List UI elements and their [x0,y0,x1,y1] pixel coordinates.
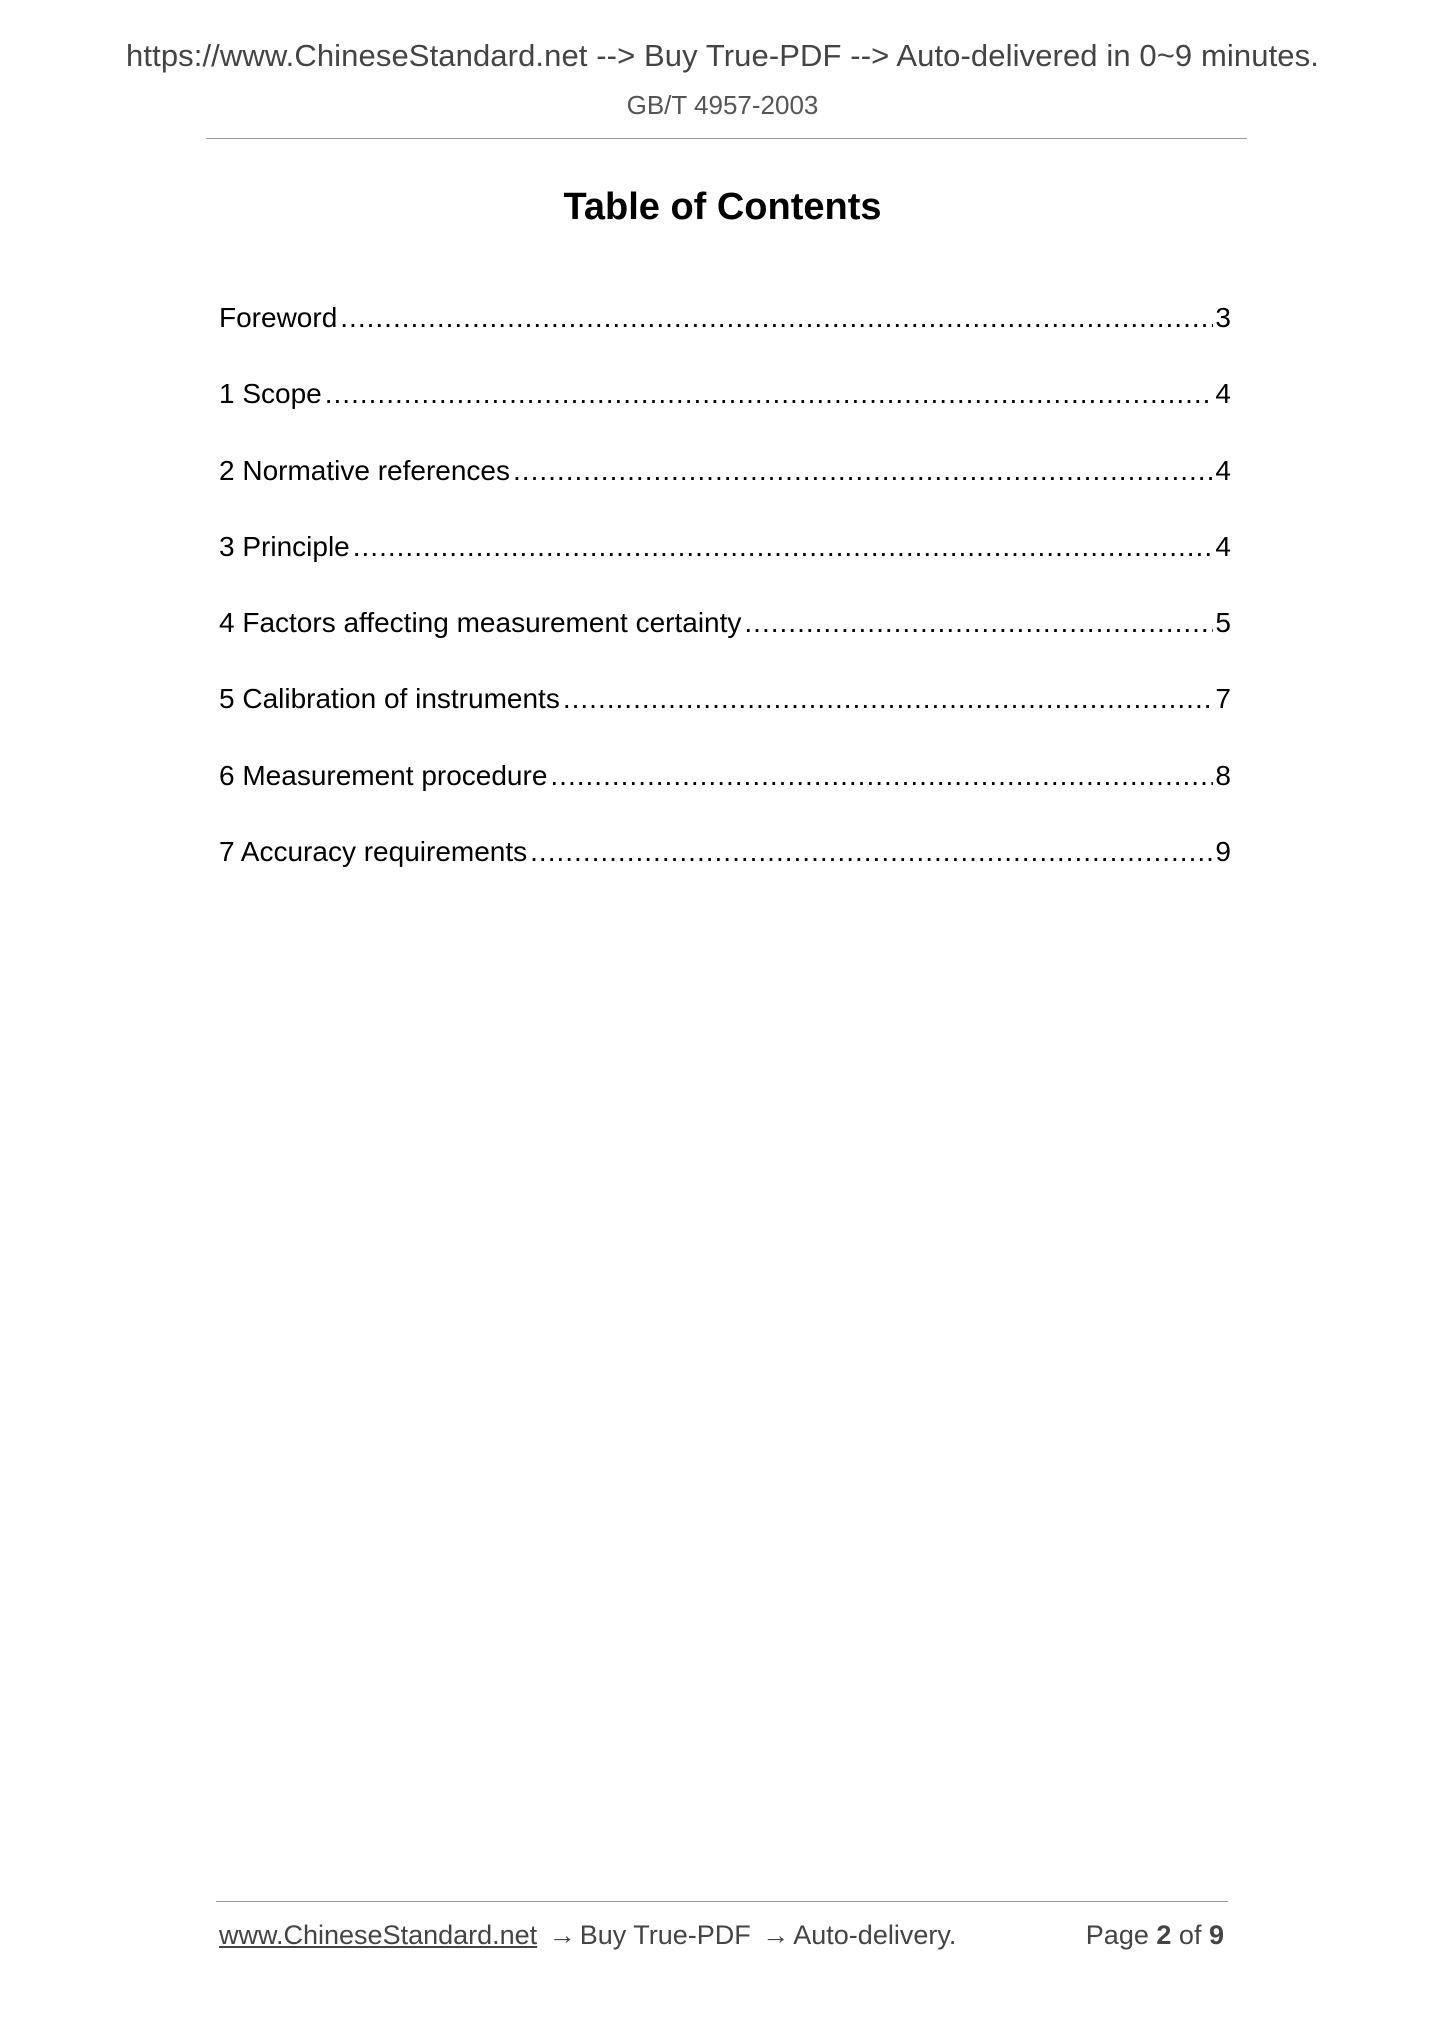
of-word: of [1178,1920,1202,1950]
toc-entry-page: 4 [1215,530,1231,562]
toc-entry-label: 2 Normative references [219,454,511,486]
total-pages-number: 9 [1208,1920,1224,1950]
toc-dot-leader [340,302,1213,334]
top-banner[interactable]: https://www.ChineseStandard.net --> Buy True-PDF --> Auto-delivered in 0~9 minutes. [126,38,1319,73]
footer-site-link[interactable]: www.ChineseStandard.net [219,1920,538,1950]
toc-entry-measurement-procedure[interactable] [219,760,1231,836]
right-arrow-icon: → [762,1920,790,1950]
toc-entry-factors[interactable] [219,607,1231,683]
toc-entry-label: Foreword [219,302,338,333]
toc-dot-leader [325,378,1214,410]
toc-entry-calibration[interactable] [219,683,1231,759]
footer-delivery-text: Auto-delivery. [793,1920,957,1950]
toc-entry-page: 9 [1215,836,1231,868]
toc-entry-label: 7 Accuracy requirements [219,836,528,868]
footer-promo [219,1920,956,1951]
toc-dot-leader [550,760,1213,792]
toc-entry-scope[interactable] [219,378,1231,454]
header-divider [206,138,1247,139]
toc-entry-page: 7 [1215,683,1231,715]
current-page-number: 2 [1156,1920,1172,1950]
toc-entry-principle[interactable] [219,531,1231,607]
right-arrow-icon: → [548,1920,576,1950]
toc-entry-foreword[interactable] [219,302,1231,378]
toc-title: Table of Contents [563,186,882,228]
page-number [1086,1920,1224,1951]
toc-dot-leader [353,531,1214,563]
table-of-contents [219,302,1231,912]
toc-dot-leader [530,836,1213,868]
toc-entry-label: 1 Scope [219,378,322,410]
page-word: Page [1085,1920,1149,1950]
toc-entry-label: 4 Factors affecting measurement certainty [219,607,742,639]
toc-entry-page: 5 [1215,607,1231,639]
document-code: GB/T 4957-2003 [626,90,819,120]
toc-entry-label: 3 Principle [219,530,350,562]
toc-entry-page: 3 [1215,302,1231,333]
toc-entry-label: 6 Measurement procedure [219,759,548,791]
toc-dot-leader [744,607,1213,639]
toc-entry-accuracy-requirements[interactable] [219,836,1231,912]
toc-dot-leader [513,455,1213,487]
toc-entry-page: 8 [1215,759,1231,791]
footer-divider [216,1901,1228,1902]
toc-entry-normative-references[interactable] [219,455,1231,531]
toc-dot-leader [563,683,1214,715]
footer-buy-text: Buy True-PDF [579,1920,751,1950]
toc-entry-page: 4 [1215,454,1231,486]
toc-entry-label: 5 Calibration of instruments [219,683,560,715]
toc-entry-page: 4 [1215,378,1231,410]
